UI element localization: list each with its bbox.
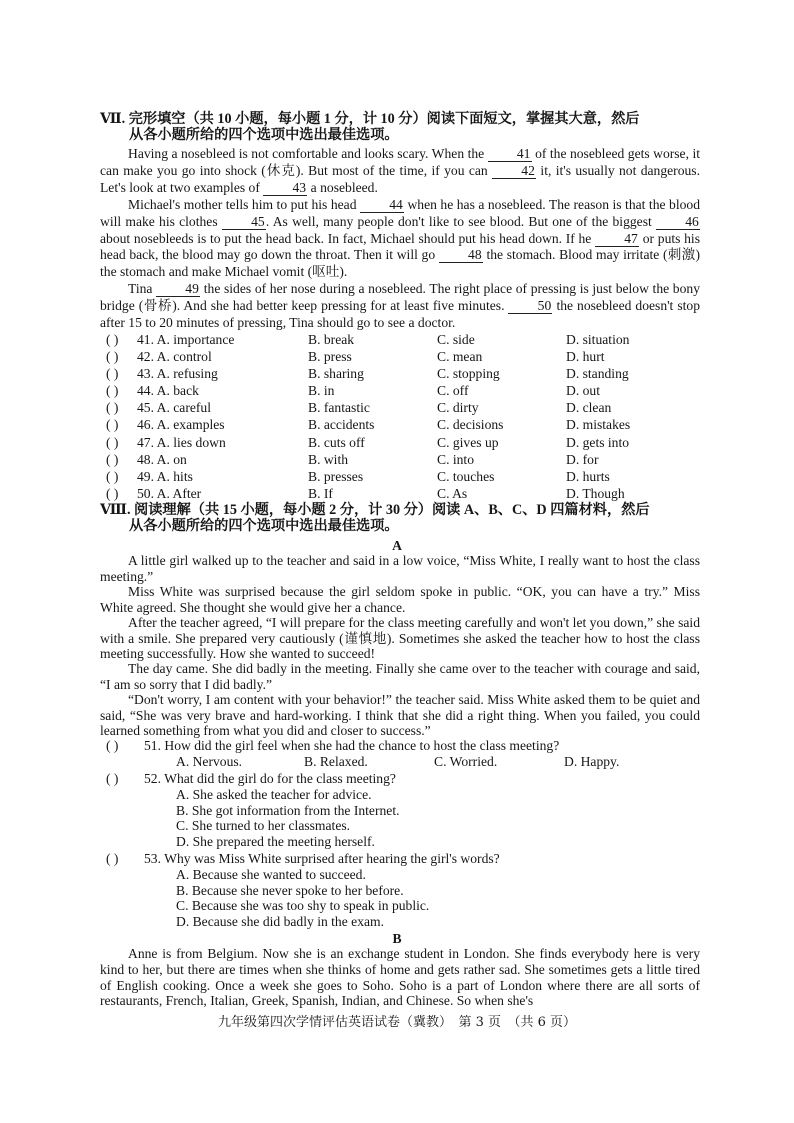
section-8-title-line2: 从各小题所给的四个选项中选出最佳选项。 [129,518,399,534]
cloze-text: . As well, many people don't like to see blood. But one of the biggest [265,213,656,229]
section-7-title-line1: Ⅶ. 完形填空（共 10 小题，每小题 1 分，计 10 分）阅读下面短文，掌握其大意，然后 [100,111,640,127]
option-b: B. with [308,451,349,467]
option-b: B. Relaxed. [304,753,368,769]
option-a: 47. A. lies down [137,434,226,450]
option-b: B. Because she never spoke to her before. [176,882,404,898]
option-b: B. break [308,332,355,347]
option-b: B. in [308,383,335,399]
option-c: C. into [437,451,475,467]
option-row-42 [100,349,700,366]
option-row-46 [100,417,700,434]
cloze-text: a nosebleed. [307,179,378,195]
blank-49[interactable]: 49 [156,282,200,297]
answer-paren[interactable]: ( ) [106,851,119,866]
cloze-text: it, it's usually not dangerous. Let's look at two examples of [100,162,700,195]
option-row-44 [100,383,700,400]
passage-b-paragraph-1: Anne is from Belgium. Now she is an exchange student in London. She finds everybody here is very kind to her, but there are times when she thinks of home and gets rather sad. She sometimes gets a little tired of English cooking. Once a week she goes to Soho. Soho is a part of London where there are all sorts of restaurants, French, Italian, Greek, Spanish, Indian, and Chinese. So when she's [100,946,700,1009]
section-8-title-line1: Ⅷ. 阅读理解（共 15 小题，每小题 2 分，计 30 分）阅读 A、B、C、D 四篇材料，然后 [100,502,650,518]
cloze-text: Tina [128,281,157,296]
option-row-48 [100,452,700,469]
option-row-43 [100,366,700,383]
answer-paren[interactable]: ( ) [106,383,119,399]
option-d: D. hurts [566,468,610,484]
option-a: 49. A. hits [137,468,193,484]
option-d: D. mistakes [566,417,631,433]
question-53 [100,851,700,930]
passage-a-paragraph-5: “Don't worry, I am content with your behavior!” the teacher said. Miss White asked them to be quiet and said, “She was very brave and hard-working. I think that she did a right thing. When you failed, you could learned something from what you did and closer to success.” [100,692,700,739]
answer-paren[interactable]: ( ) [106,738,119,753]
passage-a-paragraph-3: After the teacher agreed, “I will prepare for the class meeting carefully and won't let you down,” she said with a smile. She prepared very cautiously (谨慎地). Sometimes she asked the teacher how to host the class meeting successfully. How she wanted to succeed! [100,615,700,662]
option-b: B. fantastic [308,400,370,416]
cloze-text: Having a nosebleed is not comfortable and looks scary. When the [128,146,488,161]
option-d: D. out [566,383,600,399]
option-a: 45. A. careful [137,400,211,416]
option-b: B. accidents [308,417,375,433]
option-c: C. dirty [437,400,479,416]
option-row-41 [100,332,700,349]
answer-paren[interactable]: ( ) [106,771,119,786]
option-row-50 [100,486,700,503]
cloze-text: about nosebleeds is to put the head back. In fact, Michael should put his head down. If he [100,230,596,246]
answer-paren[interactable]: ( ) [106,349,119,365]
answer-paren[interactable]: ( ) [106,417,119,433]
option-a: 48. A. on [137,451,187,467]
cloze-text: or puts his head back, the blood may go down the throat. Then it will go [100,230,700,263]
question-51 [100,738,700,770]
option-c: C. side [437,332,475,347]
cloze-paragraph-1 [100,146,700,196]
option-d: D. standing [566,366,629,382]
option-c: C. She turned to her classmates. [176,818,351,834]
question-stem: 51. How did the girl feel when she had the chance to host the class meeting? [144,738,560,753]
cloze-text: the stomach. Blood may irritate (刺激) the stomach and make Michael vomit (呕吐). [100,247,700,280]
option-d: D. Because she did badly in the exam. [176,914,385,930]
option-d: D. situation [566,332,630,347]
option-a: 43. A. refusing [137,366,218,382]
option-b: B. If [308,485,333,501]
option-a: A. She asked the teacher for advice. [176,786,372,802]
option-a: 44. A. back [137,383,199,399]
option-c: C. gives up [437,434,499,450]
option-d: D. Happy. [564,753,620,769]
blank-41[interactable]: 41 [488,147,532,162]
option-b: B. sharing [308,366,364,382]
cloze-paragraph-3 [100,281,700,331]
passage-b-heading: B [392,931,402,946]
answer-paren[interactable]: ( ) [106,332,119,347]
option-a: A. Because she wanted to succeed. [176,866,366,882]
passage-a-paragraph-1: A little girl walked up to the teacher and said in a low voice, “Miss White, I really want to host the class meeting.” [100,553,700,584]
option-row-47 [100,435,700,452]
option-b: B. presses [308,468,364,484]
answer-paren[interactable]: ( ) [106,400,119,416]
option-c: C. off [437,383,469,399]
section-8-title [100,502,700,534]
option-a: 46. A. examples [137,417,225,433]
answer-paren[interactable]: ( ) [106,485,119,501]
blank-43[interactable]: 43 [263,181,307,196]
option-a: 42. A. control [137,349,212,365]
passage-a-paragraph-4: The day came. She did badly in the meeting. Finally she came over to the teacher with courage and said, “I am so sorry that I did badly.” [100,661,700,692]
blank-48[interactable]: 48 [439,248,483,263]
page-footer: 九年级第四次学情评估英语试卷（冀教） 第 3 页 （共 6 页） [217,1015,577,1030]
option-c: C. touches [437,468,495,484]
cloze-text: when he has a nosebleed. The reason is that the blood will make his clothes [100,197,700,229]
blank-42[interactable]: 42 [492,164,536,179]
blank-50[interactable]: 50 [508,299,552,314]
answer-paren[interactable]: ( ) [106,366,119,382]
option-b: B. press [308,349,352,365]
cloze-text: the nosebleed doesn't stop after 15 to 20 minutes of pressing, Tina should go to see a doctor. [100,297,700,330]
option-d: D. gets into [566,434,630,450]
question-52 [100,771,700,850]
blank-46[interactable]: 46 [656,215,700,230]
options-row [100,754,700,770]
cloze-text: of the nosebleed gets worse, it can make you go into shock (休克). But most of the time, if you can [100,146,700,178]
answer-paren[interactable]: ( ) [106,451,119,467]
section-7-title [100,111,700,143]
option-d: D. Though [566,485,625,501]
passage-a-heading: A [392,538,402,553]
option-d: D. She prepared the meeting herself. [176,834,375,850]
question-stem: 52. What did the girl do for the class meeting? [144,771,396,786]
option-d: D. for [566,451,599,467]
option-b: B. She got information from the Internet. [176,802,400,818]
option-a: 50. A. After [137,485,202,501]
cloze-paragraph-2 [100,197,700,281]
option-c: C. decisions [437,417,504,433]
option-b: B. cuts off [308,434,365,450]
option-row-45 [100,400,700,417]
section-7-title-line2: 从各小题所给的四个选项中选出最佳选项。 [129,127,399,143]
cloze-options [100,332,700,503]
cloze-text: Michael's mother tells him to put his head [128,197,360,212]
option-c: C. Worried. [434,753,498,769]
option-c: C. mean [437,349,483,365]
blank-44[interactable]: 44 [360,198,404,213]
blank-45[interactable]: 45 [222,215,266,230]
question-stem: 53. Why was Miss White surprised after hearing the girl's words? [144,851,500,866]
passage-a-paragraph-2: Miss White was surprised because the girl seldom spoke in public. “OK, you can have a try.” Miss White agreed. She thought she would give her a chance. [100,584,700,615]
option-a: A. Nervous. [176,753,243,769]
cloze-text: the sides of her nose during a nosebleed. The right place of pressing is just below the bony bridge (骨桥). And she had better keep pressing for at least five minutes. [100,281,700,313]
option-d: D. hurt [566,349,605,365]
answer-paren[interactable]: ( ) [106,468,119,484]
answer-paren[interactable]: ( ) [106,434,119,450]
option-c: C. As [437,485,468,501]
blank-47[interactable]: 47 [595,232,639,247]
option-row-49 [100,469,700,486]
option-c: C. stopping [437,366,500,382]
option-d: D. clean [566,400,612,416]
option-a: 41. A. importance [137,332,235,347]
option-c: C. Because she was too shy to speak in public. [176,898,430,914]
